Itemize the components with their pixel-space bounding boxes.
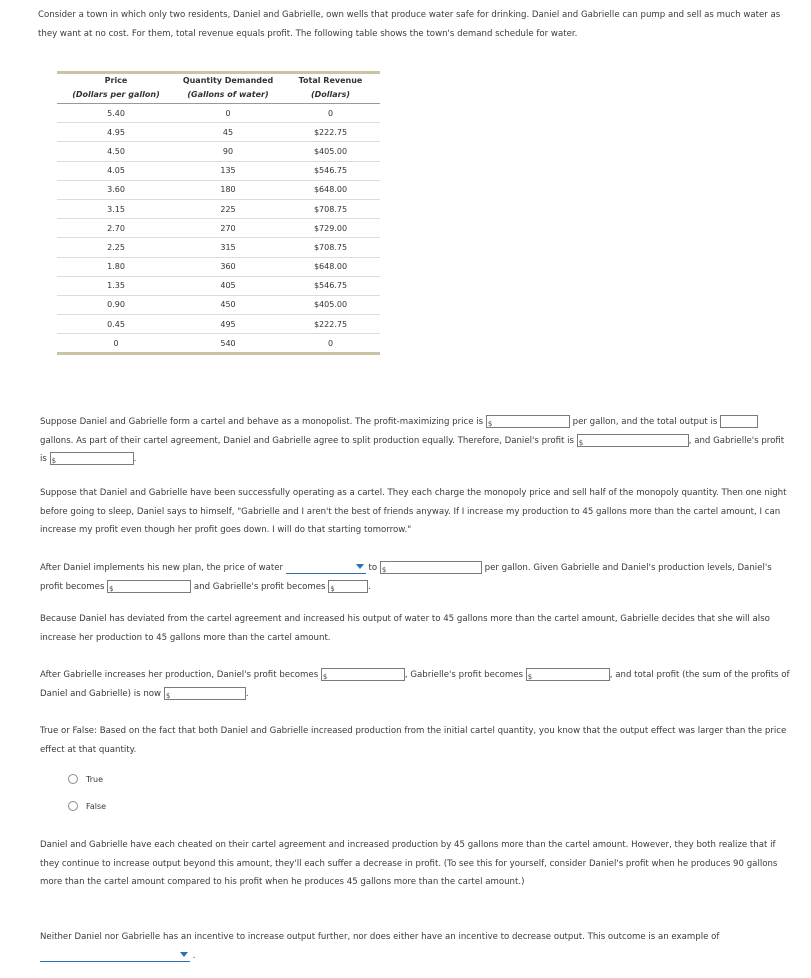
cheating-paragraph: Daniel and Gabrielle have each cheated on their cartel agreement and increased production by 45 gallons more than the cartel amount. However, they both realize that if they continue to increase output beyond this amount, they'll each suffer a decrease in profit. (To see this for yourself, consider Daniel's profit when he produces 90 gallons more than the cartel amount compared to his profit when he produces 45 gallons more than the cartel amount.) — [40, 840, 778, 887]
table-row — [57, 219, 380, 238]
col-header-revenue: Total Revenue — [298, 76, 363, 85]
revenue-cell: $222.75 — [281, 315, 380, 334]
quantity-cell: 225 — [175, 199, 281, 218]
cartel-question: Suppose Daniel and Gabrielle form a cartel and behave as a monopolist. The profit-maximizing price is $ per gallon, and the total output is gallons. As part of their cartel agreement, Daniel and Gabrielle agree to split production equally. Therefore, Daniel's profit is $ , and Gabrielle's profit is $ . — [40, 417, 785, 465]
col-unit-price: (Dollars per gallon) — [57, 87, 175, 104]
monopoly-price-input[interactable]: $ — [486, 415, 570, 428]
price-cell: 0 — [57, 334, 175, 354]
price-cell: 4.05 — [57, 161, 175, 180]
price-cell: 2.70 — [57, 219, 175, 238]
price-cell: 1.35 — [57, 276, 175, 295]
revenue-cell: $708.75 — [281, 199, 380, 218]
col-unit-revenue: (Dollars) — [281, 87, 380, 104]
daniel-profit-input[interactable]: $ — [577, 434, 689, 447]
revenue-cell: $729.00 — [281, 219, 380, 238]
table-row — [57, 334, 380, 354]
table-row — [57, 276, 380, 295]
daniel-deviation-question: After Daniel implements his new plan, the price of water to $ per gallon. Given Gabrielle and Daniel's production levels, Daniel's profit becomes $ and Gabrielle's profit becomes $ . — [40, 563, 772, 593]
price-cell: 1.80 — [57, 257, 175, 276]
table-row — [57, 104, 380, 123]
table-row — [57, 315, 380, 334]
table-row — [57, 142, 380, 161]
quantity-cell: 135 — [175, 161, 281, 180]
gabrielle-final-profit-input[interactable]: $ — [526, 668, 610, 681]
chevron-down-icon — [356, 564, 364, 569]
price-cell: 2.25 — [57, 238, 175, 257]
revenue-cell: $708.75 — [281, 238, 380, 257]
revenue-cell: $648.00 — [281, 257, 380, 276]
table-row — [57, 199, 380, 218]
quantity-cell: 270 — [175, 219, 281, 238]
quantity-cell: 0 — [175, 104, 281, 123]
price-cell: 4.50 — [57, 142, 175, 161]
revenue-cell: $405.00 — [281, 142, 380, 161]
total-output-input[interactable] — [720, 415, 758, 428]
true-false-question: True or False: Based on the fact that both Daniel and Gabrielle increased production from the initial cartel quantity, you know that the output effect was larger than the price effect at that quantity. — [40, 726, 787, 755]
daniel-final-profit-input[interactable]: $ — [321, 668, 405, 681]
true-option[interactable]: True — [68, 774, 103, 784]
price-cell: 3.15 — [57, 199, 175, 218]
table-row — [57, 161, 380, 180]
daniel-new-profit-input[interactable]: $ — [107, 580, 191, 593]
revenue-cell: 0 — [281, 104, 380, 123]
quantity-cell: 360 — [175, 257, 281, 276]
table-row — [57, 295, 380, 314]
price-cell: 0.45 — [57, 315, 175, 334]
outcome-question: Neither Daniel nor Gabrielle has an incentive to increase output further, nor does either have an incentive to decrease output. This outcome is an example of . — [40, 932, 720, 961]
intro-paragraph: Consider a town in which only two residents, Daniel and Gabrielle, own wells that produce water safe for drinking. Daniel and Gabrielle can pump and sell as much water as they want at no cost. For them, total revenue equals profit. The following table shows the town's demand schedule for water. — [38, 10, 781, 39]
quantity-cell: 540 — [175, 334, 281, 354]
false-option[interactable]: False — [68, 801, 106, 811]
revenue-cell: 0 — [281, 334, 380, 354]
quantity-cell: 90 — [175, 142, 281, 161]
gabrielle-response-paragraph: Because Daniel has deviated from the cartel agreement and increased his output of water to 45 gallons more than the cartel amount, Gabrielle decides that she will also increase her production to 45 gallons more than the cartel amount. — [40, 614, 770, 643]
table-row — [57, 123, 380, 142]
col-header-quantity: Quantity Demanded — [182, 76, 274, 85]
radio-circle-icon[interactable] — [68, 801, 78, 811]
table-row — [57, 180, 380, 199]
chevron-down-icon — [180, 952, 188, 957]
table-row — [57, 238, 380, 257]
total-profit-input[interactable]: $ — [164, 687, 246, 700]
table-row — [57, 257, 380, 276]
gabrielle-new-profit-input[interactable]: $ — [328, 580, 368, 593]
price-cell: 3.60 — [57, 180, 175, 199]
outcome-dropdown[interactable] — [40, 949, 190, 962]
both-deviate-question: After Gabrielle increases her production, Daniel's profit becomes $ , Gabrielle's profit becomes $ , and total profit (the sum of the profits of Daniel and Gabrielle) is now $ . — [40, 670, 790, 700]
col-header-price: Price — [104, 76, 128, 85]
defection-paragraph: Suppose that Daniel and Gabrielle have been successfully operating as a cartel. They each charge the monopoly price and sell half of the monopoly quantity. Then one night before going to sleep, Daniel says to himself, "Gabrielle and I aren't the best of friends anyway. If I increase my production to 45 gallons more than the cartel amount, I can increase my profit even though her profit goes down. I will do that starting tomorrow." — [40, 488, 787, 535]
quantity-cell: 495 — [175, 315, 281, 334]
demand-schedule-table — [57, 71, 380, 355]
quantity-cell: 450 — [175, 295, 281, 314]
price-cell: 0.90 — [57, 295, 175, 314]
radio-circle-icon[interactable] — [68, 774, 78, 784]
new-price-input[interactable]: $ — [380, 561, 482, 574]
revenue-cell: $405.00 — [281, 295, 380, 314]
revenue-cell: $546.75 — [281, 276, 380, 295]
revenue-cell: $222.75 — [281, 123, 380, 142]
quantity-cell: 315 — [175, 238, 281, 257]
price-cell: 5.40 — [57, 104, 175, 123]
gabrielle-profit-input[interactable]: $ — [50, 452, 134, 465]
quantity-cell: 180 — [175, 180, 281, 199]
col-unit-quantity: (Gallons of water) — [175, 87, 281, 104]
quantity-cell: 405 — [175, 276, 281, 295]
price-cell: 4.95 — [57, 123, 175, 142]
revenue-cell: $648.00 — [281, 180, 380, 199]
price-change-dropdown[interactable] — [286, 561, 366, 574]
quantity-cell: 45 — [175, 123, 281, 142]
revenue-cell: $546.75 — [281, 161, 380, 180]
